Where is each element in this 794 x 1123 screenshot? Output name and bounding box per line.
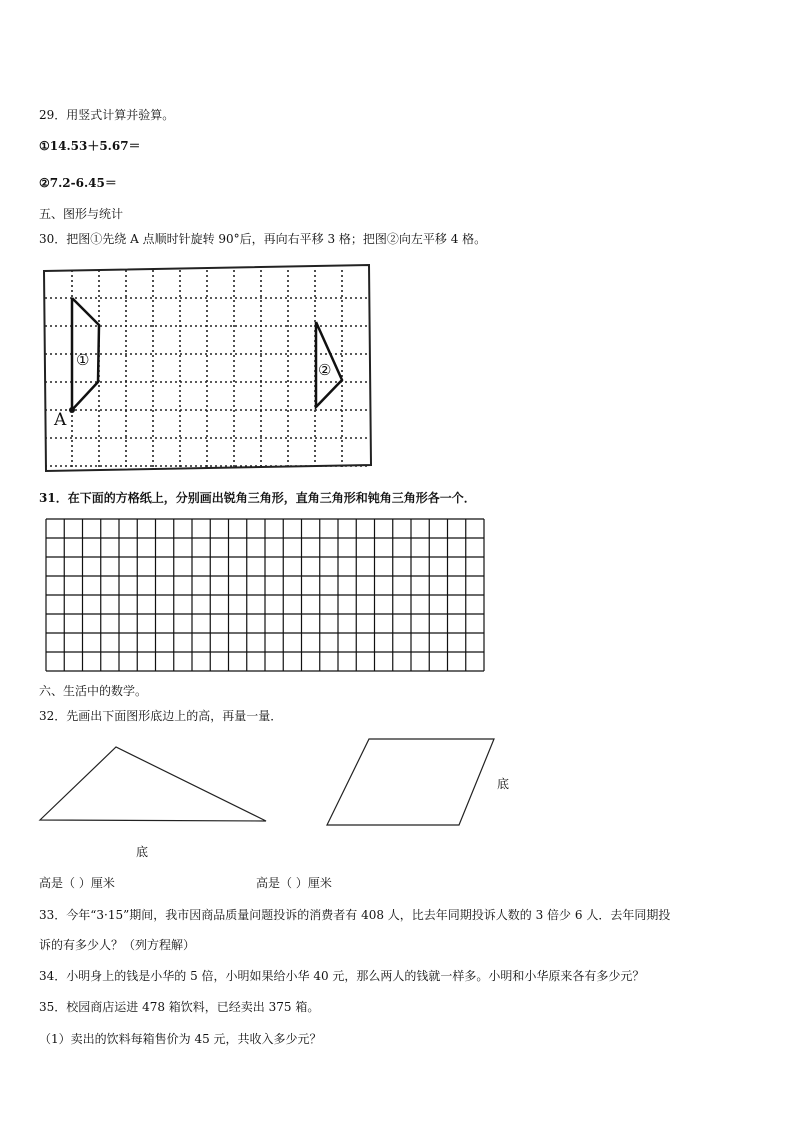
triangle-shape <box>40 747 266 821</box>
triangle-height-answer: 高是（ ）厘米 <box>39 876 115 890</box>
q29-item-1: ①14.53＋5.67＝ <box>39 139 141 153</box>
figure-2-label: ② <box>318 361 332 379</box>
parallelogram-height-answer: 高是（ ）厘米 <box>256 876 332 890</box>
section-5-heading: 五、图形与统计 <box>39 207 124 221</box>
triangle-base-label: 底 <box>136 845 149 859</box>
q31-title: 31．在下面的方格纸上，分别画出锐角三角形，直角三角形和钝角三角形各一个． <box>39 491 476 505</box>
q35-subquestion-1: （1）卖出的饮料每箱售价为 45 元，共收入多少元？ <box>39 1032 322 1046</box>
parallelogram-shape <box>327 739 494 825</box>
section-6-heading: 六、生活中的数学。 <box>39 684 148 698</box>
q33-text-line-1: 33．今年“3·15”期间，我市因商品质量问题投诉的消费者有 408 人，比去年同期投诉人数的 3 倍少 6 人．去年同期投 <box>39 908 671 922</box>
q33-text-line-2: 诉的有多少人？（列方程解） <box>39 938 196 952</box>
q34-text: 34．小明身上的钱是小华的 5 倍，小明如果给小华 40 元，那么两人的钱就一样多。小明和小华原来各有多少元？ <box>39 969 645 983</box>
q35-title: 35．校园商店运进 478 箱饮料，已经卖出 375 箱。 <box>39 1000 320 1014</box>
q30-title: 30．把图①先绕 A 点顺时针旋转 90°后，再向右平移 3 格；把图②向左平移 4 格。 <box>39 232 487 246</box>
point-a-label: A <box>54 410 67 430</box>
point-a-dot <box>69 407 75 413</box>
parallelogram-base-label: 底 <box>497 777 510 791</box>
figure-1-label: ① <box>76 351 90 369</box>
q32-title: 32．先画出下面图形底边上的高，再量一量． <box>39 709 283 723</box>
q29-title: 29．用竖式计算并验算。 <box>39 108 175 122</box>
q29-item-2: ②7.2-6.45＝ <box>39 176 117 190</box>
